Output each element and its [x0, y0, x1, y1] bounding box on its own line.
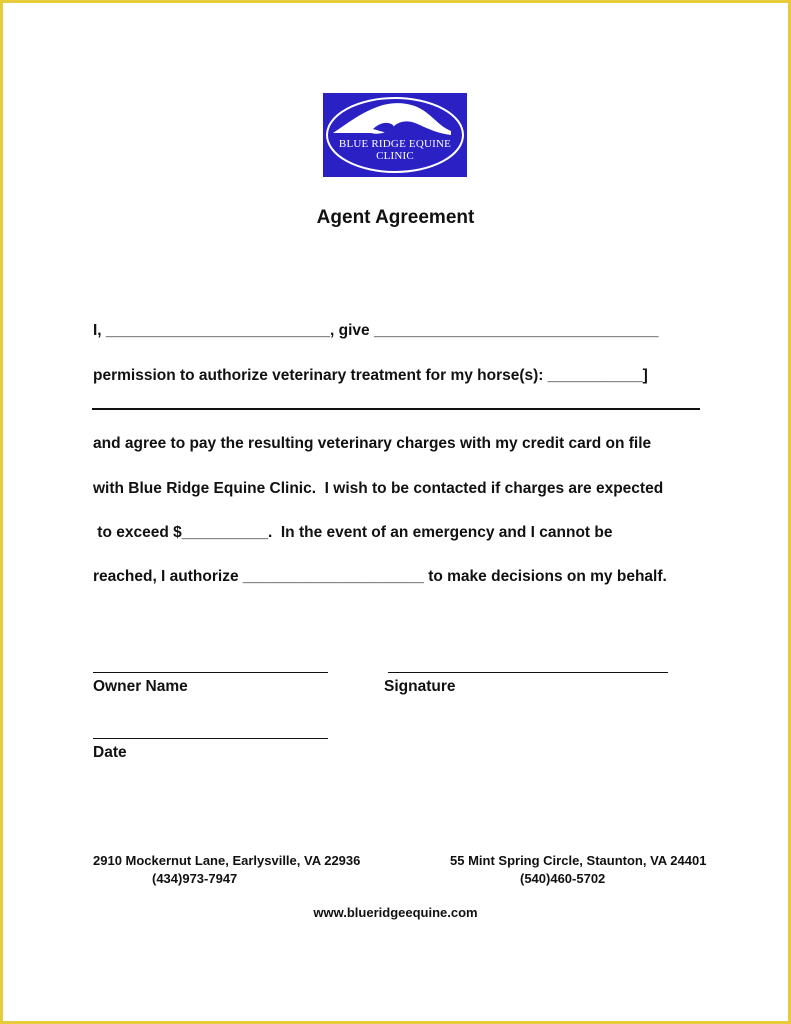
- logo-emblem-icon: [323, 93, 467, 177]
- horse-name-rule: [92, 408, 700, 410]
- body-line-3: and agree to pay the resulting veterinary charges with my credit card on file: [93, 435, 652, 452]
- signature-label: Signature: [384, 678, 456, 695]
- clinic-logo: [323, 93, 467, 177]
- logo-text-line1: BLUE RIDGE EQUINE: [338, 138, 452, 150]
- right-address: 55 Mint Spring Circle, Staunton, VA 24401: [450, 853, 707, 868]
- left-address: 2910 Mockernut Lane, Earlysville, VA 22936: [93, 853, 361, 868]
- body-line-4: with Blue Ridge Equine Clinic. I wish to be contacted if charges are expected: [93, 480, 664, 497]
- body-line-6: reached, I authorize _____________________ to make decisions on my behalf.: [93, 568, 667, 585]
- signature-rule: [388, 672, 668, 673]
- body-line-5: to exceed $__________. In the event of an emergency and I cannot be: [93, 524, 613, 541]
- left-phone: (434)973-7947: [152, 871, 238, 886]
- logo-text-line2: CLINIC: [376, 150, 414, 162]
- document-title: Agent Agreement: [316, 207, 475, 228]
- owner-name-rule: [93, 672, 328, 673]
- owner-name-label: Owner Name: [93, 678, 188, 695]
- body-line-2: permission to authorize veterinary treatment for my horse(s): ___________]: [93, 367, 648, 384]
- date-rule: [93, 738, 328, 739]
- right-phone: (540)460-5702: [520, 871, 606, 886]
- body-line-1: I, __________________________, give _________________________________: [93, 322, 659, 339]
- date-label: Date: [93, 744, 127, 761]
- website-link[interactable]: www.blueridgeequine.com: [313, 905, 478, 920]
